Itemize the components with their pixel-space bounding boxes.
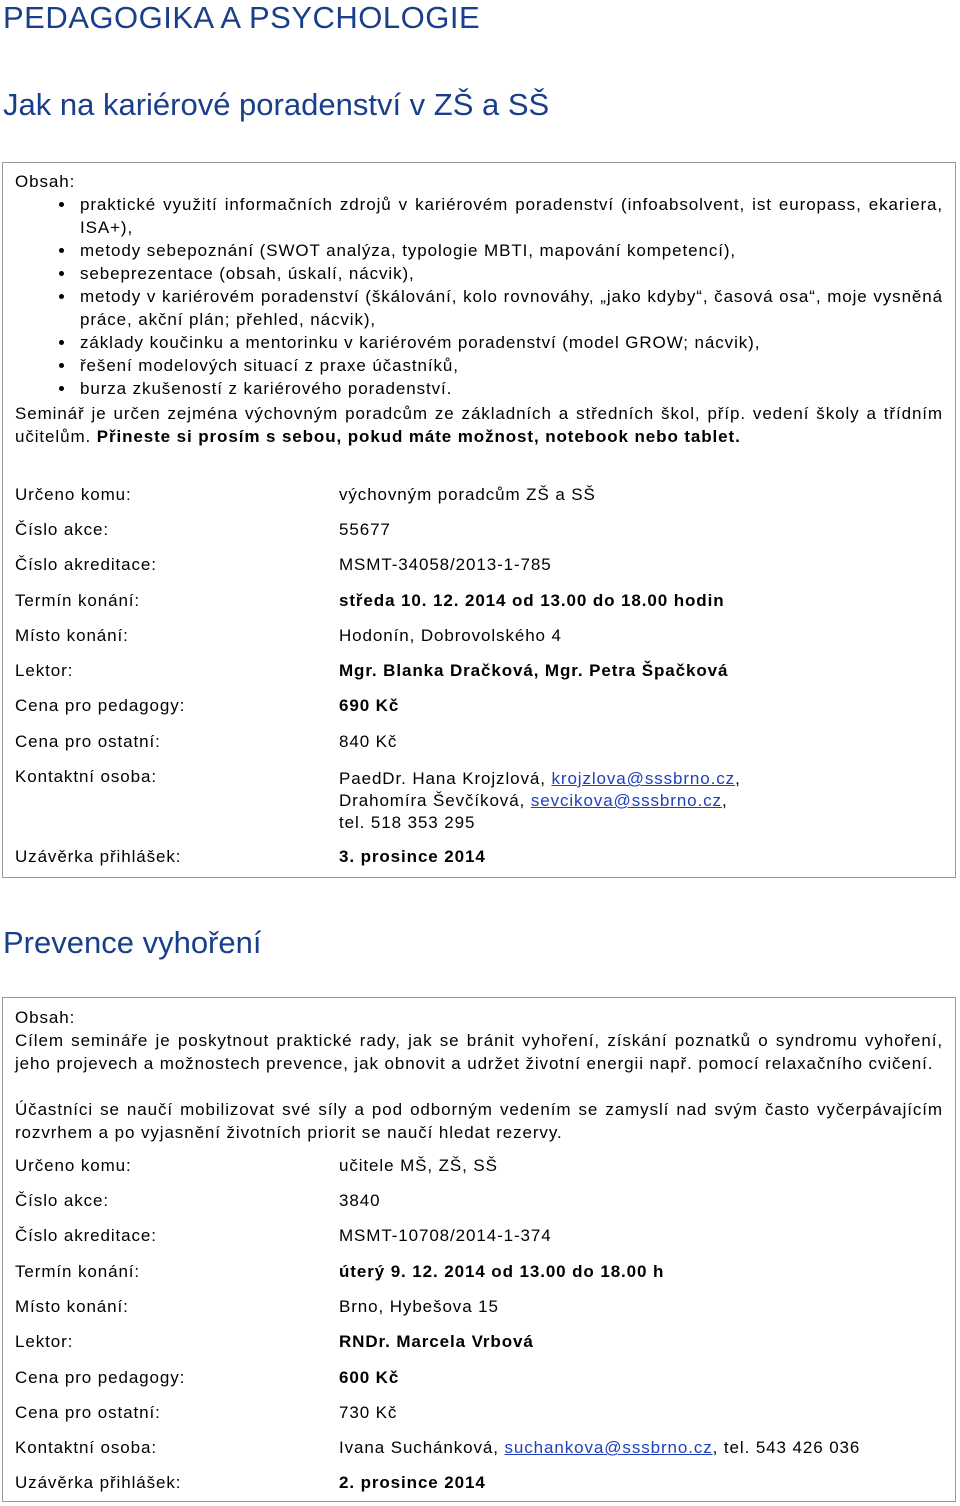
accreditation-value: MSMT-10708/2014-1-374: [339, 1226, 552, 1245]
deadline-value: 3. prosince 2014: [339, 847, 486, 866]
place-label: Místo konání:: [15, 626, 129, 645]
date-value: úterý 9. 12. 2014 od 13.00 do 18.00 h: [339, 1262, 665, 1281]
content-paragraph: Cílem semináře je poskytnout praktické rady, jak se bránit vyhoření, získání poznatků o syndromu vyhoření, jeho projevech a možnostech prevence, jak obnovit a udržet životní energii např. pomocí relaxačního cvičení.: [15, 1031, 943, 1073]
date-label: Termín konání:: [15, 591, 141, 610]
place-value: Hodonín, Dobrovolského 4: [339, 626, 562, 645]
lector-label: Lektor:: [15, 661, 74, 680]
content-paragraph: Účastníci se naučí mobilizovat své síly a pod odborným vedením se zamyslí nad svým často vyčerpávajícím rozvrhem a po vyjasnění životních priorit se naučí hledat rezervy.: [15, 1100, 943, 1142]
deadline-label: Uzávěrka přihlášek:: [15, 1473, 182, 1492]
category-title: PEDAGOGIKA A PSYCHOLOGIE: [3, 0, 481, 35]
course-title: Prevence vyhoření: [3, 925, 262, 960]
list-item: sebeprezentace (obsah, úskalí, nácvik),: [3, 262, 955, 285]
lector-value: Mgr. Blanka Dračková, Mgr. Petra Špačková: [339, 661, 729, 680]
target-label: Určeno komu:: [15, 485, 132, 504]
deadline-label: Uzávěrka přihlášek:: [15, 847, 182, 866]
bullet-icon: [59, 386, 64, 391]
action-number-label: Číslo akce:: [15, 1191, 109, 1210]
course-title: Jak na kariérové poradenství v ZŠ a SŠ: [3, 87, 550, 122]
contact-value: PaedDr. Hana Krojzlová, krojzlova@sssbrno.cz, Drahomíra Ševčíková, sevcikova@sssbrno.cz, tel. 518 353 295: [339, 769, 741, 832]
accreditation-label: Číslo akreditace:: [15, 1226, 157, 1245]
course-card: [2, 997, 956, 1502]
action-number-value: 3840: [339, 1191, 381, 1210]
list-item: metody sebepoznání (SWOT analýza, typologie MBTI, mapování kompetencí),: [3, 239, 955, 262]
bullet-icon: [59, 340, 64, 345]
contact-label: Kontaktní osoba:: [15, 767, 157, 786]
list-item: burza zkušeností z kariérového poradenství.: [3, 377, 955, 400]
course-card: [2, 162, 956, 878]
price-others-label: Cena pro ostatní:: [15, 732, 161, 751]
action-number-value: 55677: [339, 520, 391, 539]
email-link[interactable]: krojzlova@sssbrno.cz: [551, 769, 736, 788]
content-label: Obsah:: [15, 1008, 76, 1027]
list-item: praktické využití informačních zdrojů v kariérovém poradenství (infoabsolvent, ist europass, ekariera, ISA+),: [3, 193, 955, 239]
date-value: středa 10. 12. 2014 od 13.00 do 18.00 hodin: [339, 591, 725, 610]
list-item: řešení modelových situací z praxe účastníků,: [3, 354, 955, 377]
price-others-value: 730 Kč: [339, 1403, 398, 1422]
price-pedagogues-label: Cena pro pedagogy:: [15, 696, 186, 715]
list-item: metody v kariérovém poradenství (škálování, kolo rovnováhy, „jako kdyby“, časová osa“, moje vysněná práce, akční plán; přehled, nácvik),: [3, 285, 955, 331]
bullet-icon: [59, 271, 64, 276]
notebook-note: Přineste si prosím s sebou, pokud máte možnost, notebook nebo tablet.: [96, 427, 741, 446]
seminar-note: Seminář je určen zejména výchovným poradcům ze základních a středních škol, příp. vedení školy a třídním učitelům. Přineste si prosím s sebou, pokud máte možnost, notebook nebo tablet.: [15, 404, 943, 446]
email-link[interactable]: sevcikova@sssbrno.cz: [530, 791, 722, 810]
deadline-value: 2. prosince 2014: [339, 1473, 486, 1492]
email-link[interactable]: suchankova@sssbrno.cz: [504, 1438, 713, 1457]
bullet-icon: [59, 294, 64, 299]
price-pedagogues-label: Cena pro pedagogy:: [15, 1368, 186, 1387]
target-label: Určeno komu:: [15, 1156, 132, 1175]
action-number-label: Číslo akce:: [15, 520, 109, 539]
accreditation-label: Číslo akreditace:: [15, 555, 157, 574]
place-label: Místo konání:: [15, 1297, 129, 1316]
date-label: Termín konání:: [15, 1262, 141, 1281]
place-value: Brno, Hybešova 15: [339, 1297, 499, 1316]
contact-value: Ivana Suchánková, suchankova@sssbrno.cz, tel. 543 426 036: [339, 1438, 861, 1457]
content-list: [3, 193, 955, 400]
price-pedagogues-value: 600 Kč: [339, 1368, 400, 1387]
accreditation-value: MSMT-34058/2013-1-785: [339, 555, 552, 574]
lector-value: RNDr. Marcela Vrbová: [339, 1332, 534, 1351]
price-pedagogues-value: 690 Kč: [339, 696, 400, 715]
content-label: Obsah:: [15, 172, 76, 191]
bullet-icon: [59, 248, 64, 253]
lector-label: Lektor:: [15, 1332, 74, 1351]
bullet-icon: [59, 202, 64, 207]
target-value: výchovným poradcům ZŠ a SŠ: [339, 485, 596, 504]
price-others-value: 840 Kč: [339, 732, 398, 751]
list-item: základy koučinku a mentorinku v kariérovém poradenství (model GROW; nácvik),: [3, 331, 955, 354]
price-others-label: Cena pro ostatní:: [15, 1403, 161, 1422]
bullet-icon: [59, 363, 64, 368]
contact-label: Kontaktní osoba:: [15, 1438, 157, 1457]
target-value: učitele MŠ, ZŠ, SŠ: [339, 1156, 498, 1175]
